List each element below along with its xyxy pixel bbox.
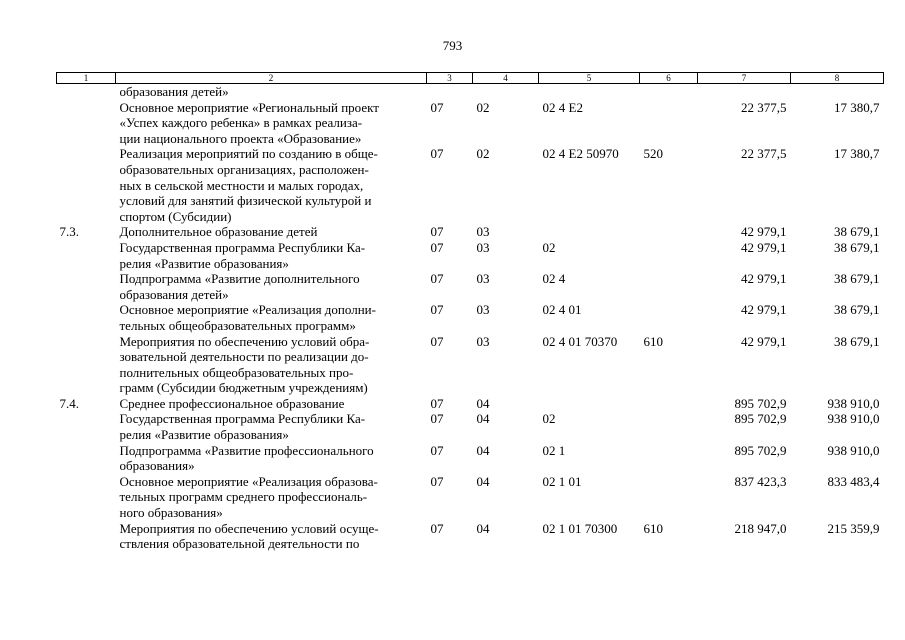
amount-col-8: 38 679,1 — [834, 333, 880, 349]
item-name: Основное мероприятие «Реализация дополни- тельных общеобразовательных программ» — [119, 302, 376, 333]
section-code: 07 — [430, 224, 444, 240]
column-header: 4 — [473, 73, 539, 84]
expense-type-code — [640, 84, 698, 100]
item-name: Подпрограмма «Развитие профессионального образования» — [119, 442, 374, 474]
table-row — [57, 302, 884, 333]
row-number — [57, 271, 116, 302]
amount-col-8: 17 380,7 — [834, 146, 880, 162]
row-number — [57, 474, 116, 521]
row-number — [57, 240, 116, 271]
table-row — [57, 334, 884, 396]
row-number: 7.3. — [59, 224, 79, 240]
row-number — [57, 443, 116, 474]
amount-col-7: 218 947,0 — [734, 520, 787, 536]
table-row — [57, 100, 884, 147]
amount-col-8: 17 380,7 — [834, 99, 880, 115]
amount-col-8: 938 910,0 — [827, 395, 880, 411]
amount-col-8 — [791, 84, 884, 100]
amount-col-8: 938 910,0 — [827, 411, 880, 427]
item-name: Основное мероприятие «Региональный проект «Успех каждого ребенка» в рамках реализа- ции национального проекта «Образование» — [119, 99, 379, 146]
target-article-code: 02 — [542, 239, 556, 255]
table-row — [57, 411, 884, 442]
expense-type-code — [640, 411, 698, 442]
target-article-code: 02 1 01 — [542, 473, 582, 489]
amount-col-7: 837 423,3 — [734, 473, 787, 489]
subsection-code: 03 — [476, 239, 490, 255]
table-row — [57, 271, 884, 302]
subsection-code — [473, 84, 539, 100]
subsection-code: 02 — [476, 99, 490, 115]
target-article-code: 02 1 — [542, 442, 566, 458]
item-name: Реализация мероприятий по созданию в обще- образовательных организациях, расположен- ных в сельской местности и малых городах, условий для занятий физической культурой и спортом (Субсидии) — [119, 146, 378, 224]
table-row — [57, 146, 884, 224]
item-name: Основное мероприятие «Реализация образова- тельных программ среднего профессиональ- ного образования» — [119, 473, 378, 521]
section-code: 07 — [430, 442, 444, 458]
row-number — [57, 100, 116, 147]
amount-col-7: 42 979,1 — [741, 271, 787, 287]
subsection-code: 04 — [476, 520, 490, 536]
item-name: Дополнительное образование детей — [119, 224, 318, 240]
section-code — [427, 84, 473, 100]
section-code: 07 — [430, 271, 444, 287]
section-code: 07 — [430, 239, 444, 255]
row-number — [57, 411, 116, 442]
target-article-code — [539, 224, 640, 240]
row-number: 7.4. — [59, 395, 79, 411]
section-code: 07 — [430, 395, 444, 411]
amount-col-7: 42 979,1 — [741, 239, 787, 255]
expense-type-code: 610 — [643, 520, 663, 536]
amount-col-7: 895 702,9 — [734, 411, 787, 427]
target-article-code: 02 4 — [542, 271, 566, 287]
budget-table — [56, 72, 884, 552]
section-code: 07 — [430, 333, 444, 349]
item-name: образования детей» — [119, 84, 229, 99]
expense-type-code — [640, 224, 698, 240]
amount-col-8: 38 679,1 — [834, 239, 880, 255]
expense-type-code — [640, 302, 698, 333]
amount-col-7: 42 979,1 — [741, 224, 787, 240]
item-name: Мероприятия по обеспечению условий осуще- ствления образовательной деятельности по — [119, 520, 379, 552]
section-code: 07 — [430, 146, 444, 162]
subsection-code: 03 — [476, 224, 490, 240]
expense-type-code: 520 — [643, 146, 663, 162]
row-number — [57, 84, 116, 100]
item-name: Мероприятия по обеспечению условий обра- зовательной деятельности по реализации до- полнительных общеобразовательных про- грамм (Субсидии бюджетным учреждениям) — [119, 333, 370, 396]
subsection-code: 04 — [476, 473, 490, 489]
expense-type-code — [640, 240, 698, 271]
table-row — [57, 240, 884, 271]
amount-col-8: 38 679,1 — [834, 302, 880, 318]
item-name: Государственная программа Республики Ка- релия «Развитие образования» — [119, 239, 366, 271]
subsection-code: 03 — [476, 271, 490, 287]
subsection-code: 04 — [476, 395, 490, 411]
expense-type-code — [640, 396, 698, 412]
expense-type-code — [640, 100, 698, 147]
item-name: Подпрограмма «Развитие дополнительного образования детей» — [119, 271, 360, 302]
item-name: Среднее профессиональное образование — [119, 395, 345, 411]
amount-col-8: 215 359,9 — [827, 520, 880, 536]
expense-type-code: 610 — [643, 333, 663, 349]
subsection-code: 02 — [476, 146, 490, 162]
amount-col-7: 895 702,9 — [734, 395, 787, 411]
table-body — [57, 84, 884, 552]
row-number — [57, 302, 116, 333]
column-header: 1 — [57, 73, 116, 84]
row-number — [57, 146, 116, 224]
table-row — [57, 443, 884, 474]
amount-col-7: 22 377,5 — [741, 146, 787, 162]
target-article-code: 02 4 01 70370 — [542, 333, 618, 349]
page-number: 793 — [442, 38, 463, 53]
target-article-code: 02 4 01 — [542, 302, 582, 318]
target-article-code: 02 1 01 70300 — [542, 520, 618, 536]
target-article-code — [539, 396, 640, 412]
subsection-code: 03 — [476, 302, 490, 318]
amount-col-8: 38 679,1 — [834, 224, 880, 240]
section-code: 07 — [430, 411, 444, 427]
expense-type-code — [640, 271, 698, 302]
subsection-code: 04 — [476, 442, 490, 458]
section-code: 07 — [430, 520, 444, 536]
target-article-code: 02 — [542, 411, 556, 427]
column-header: 6 — [640, 73, 698, 84]
target-article-code — [539, 84, 640, 100]
column-number-header-row — [57, 73, 884, 84]
subsection-code: 04 — [476, 411, 490, 427]
row-number — [57, 521, 116, 552]
section-code: 07 — [430, 473, 444, 489]
expense-type-code — [640, 474, 698, 521]
table-row — [57, 521, 884, 552]
column-header: 5 — [539, 73, 640, 84]
column-header: 3 — [427, 73, 473, 84]
table-row — [57, 224, 884, 240]
amount-col-8: 833 483,4 — [827, 473, 880, 489]
amount-col-8: 38 679,1 — [834, 271, 880, 287]
amount-col-7: 22 377,5 — [741, 99, 787, 115]
target-article-code: 02 4 E2 50970 — [542, 146, 619, 162]
table-row — [57, 474, 884, 521]
column-header: 7 — [698, 73, 791, 84]
amount-col-7 — [698, 84, 791, 100]
target-article-code: 02 4 E2 — [542, 99, 583, 115]
section-code: 07 — [430, 99, 444, 115]
table-row — [57, 84, 884, 100]
subsection-code: 03 — [476, 333, 490, 349]
amount-col-7: 895 702,9 — [734, 442, 787, 458]
row-number — [57, 334, 116, 396]
amount-col-7: 42 979,1 — [741, 302, 787, 318]
column-header: 2 — [116, 73, 427, 84]
table-row — [57, 396, 884, 412]
section-code: 07 — [430, 302, 444, 318]
expense-type-code — [640, 443, 698, 474]
column-header: 8 — [791, 73, 884, 84]
amount-col-8: 938 910,0 — [827, 442, 880, 458]
item-name: Государственная программа Республики Ка- релия «Развитие образования» — [119, 411, 366, 443]
amount-col-7: 42 979,1 — [741, 333, 787, 349]
